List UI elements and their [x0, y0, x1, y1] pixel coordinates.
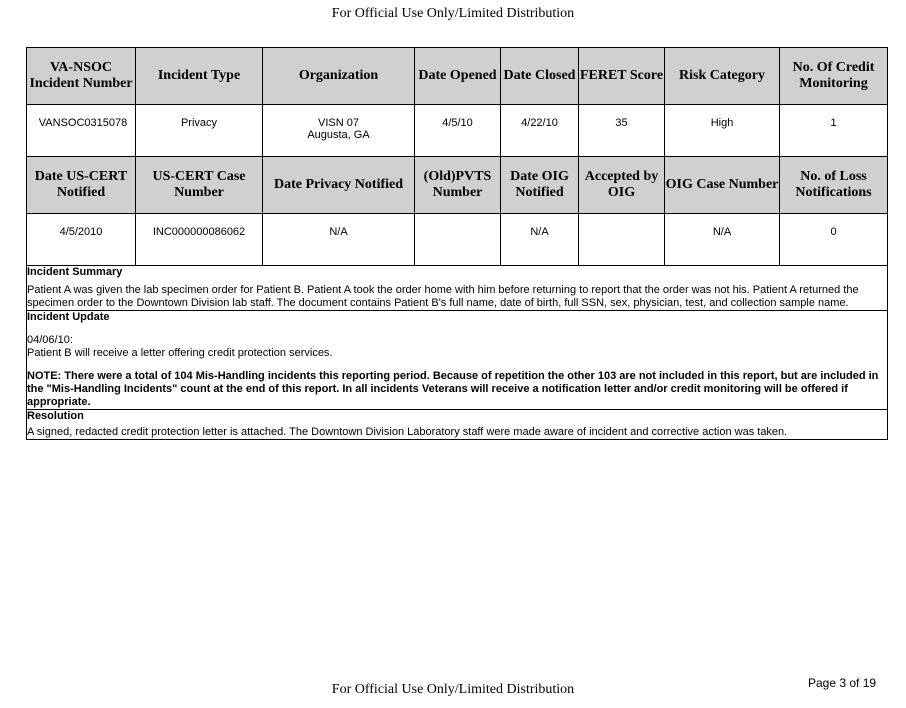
header-incident-number: VA-NSOC Incident Number — [27, 48, 136, 105]
cell-us-cert-case: INC000000086062 — [136, 214, 263, 266]
cell-incident-type: Privacy — [136, 105, 263, 157]
data-row-1 — [27, 105, 888, 157]
incident-update-title: Incident Update — [27, 311, 110, 323]
resolution-body: A signed, redacted credit protection letter is attached. The Downtown Division Laboratory staff were made aware of incident and corrective action was taken. — [27, 426, 788, 438]
cell-organization — [263, 105, 415, 157]
header-loss-notifications: No. of Loss Notifications — [780, 157, 888, 214]
cell-risk-category: High — [665, 105, 780, 157]
header-organization: Organization — [263, 48, 415, 105]
header-privacy-notified: Date Privacy Notified — [263, 157, 415, 214]
cell-incident-number: VANSOC0315078 — [27, 105, 136, 157]
page-footer: For Official Use Only/Limited Distribution — [331, 682, 575, 697]
header-incident-type: Incident Type — [136, 48, 263, 105]
header-feret-score: FERET Score — [579, 48, 665, 105]
cell-pvts-number — [415, 214, 501, 266]
incident-summary-section — [27, 266, 888, 311]
page-header: For Official Use Only/Limited Distribution — [331, 6, 575, 21]
organization-line-1: VISN 07 — [318, 117, 359, 129]
cell-us-cert-notified: 4/5/2010 — [27, 214, 136, 266]
incident-summary-title: Incident Summary — [27, 266, 123, 278]
header-credit-monitoring: No. Of Credit Monitoring — [780, 48, 888, 105]
header-us-cert-case: US-CERT Case Number — [136, 157, 263, 214]
incident-update-date: 04/06/10: — [27, 334, 73, 346]
organization-line-2: Augusta, GA — [307, 129, 370, 141]
cell-oig-notified: N/A — [501, 214, 579, 266]
header-date-opened: Date Opened — [415, 48, 501, 105]
header-row-1 — [27, 48, 888, 105]
cell-privacy-notified: N/A — [263, 214, 415, 266]
page-number: Page 3 of 19 — [808, 676, 877, 690]
header-pvts-number: (Old)PVTS Number — [415, 157, 501, 214]
summary-row — [27, 266, 888, 311]
cell-date-closed: 4/22/10 — [501, 105, 579, 157]
incident-update-body: Patient B will receive a letter offering credit protection services. — [27, 347, 333, 359]
header-oig-case-number: OIG Case Number — [665, 157, 780, 214]
header-risk-category: Risk Category — [665, 48, 780, 105]
resolution-title: Resolution — [27, 410, 84, 422]
header-us-cert-notified: Date US-CERT Notified — [27, 157, 136, 214]
cell-date-opened: 4/5/10 — [415, 105, 501, 157]
update-row — [27, 311, 888, 410]
cell-loss-notifications: 0 — [780, 214, 888, 266]
incident-update-section — [27, 311, 888, 410]
cell-oig-case-number: N/A — [665, 214, 780, 266]
incident-table — [26, 47, 888, 440]
resolution-row — [27, 410, 888, 440]
header-date-closed: Date Closed — [501, 48, 579, 105]
cell-feret-score: 35 — [579, 105, 665, 157]
header-row-2 — [27, 157, 888, 214]
data-row-2 — [27, 214, 888, 266]
resolution-section — [27, 410, 888, 440]
header-accepted-by-oig: Accepted by OIG — [579, 157, 665, 214]
incident-summary-body: Patient A was given the lab specimen order for Patient B. Patient A took the order home with him before returning to report that the order was not his. Patient A returned the specimen order to the Downtown Division lab staff. The document contains Patient B's full name, date of birth, full SSN, sex, physician, test, and collection sample name. — [27, 284, 859, 309]
incident-update-note: NOTE: There were a total of 104 Mis-Handling incidents this reporting period. Because of repetition the other 103 are not included in this report, but are included in the "Mis-Handling Incidents" count at the end of this report. In all incidents Veterans will receive a notification letter and/or credit monitoring will be offered if appropriate. — [27, 370, 879, 408]
header-oig-notified: Date OIG Notified — [501, 157, 579, 214]
cell-accepted-by-oig — [579, 214, 665, 266]
cell-credit-monitoring: 1 — [780, 105, 888, 157]
